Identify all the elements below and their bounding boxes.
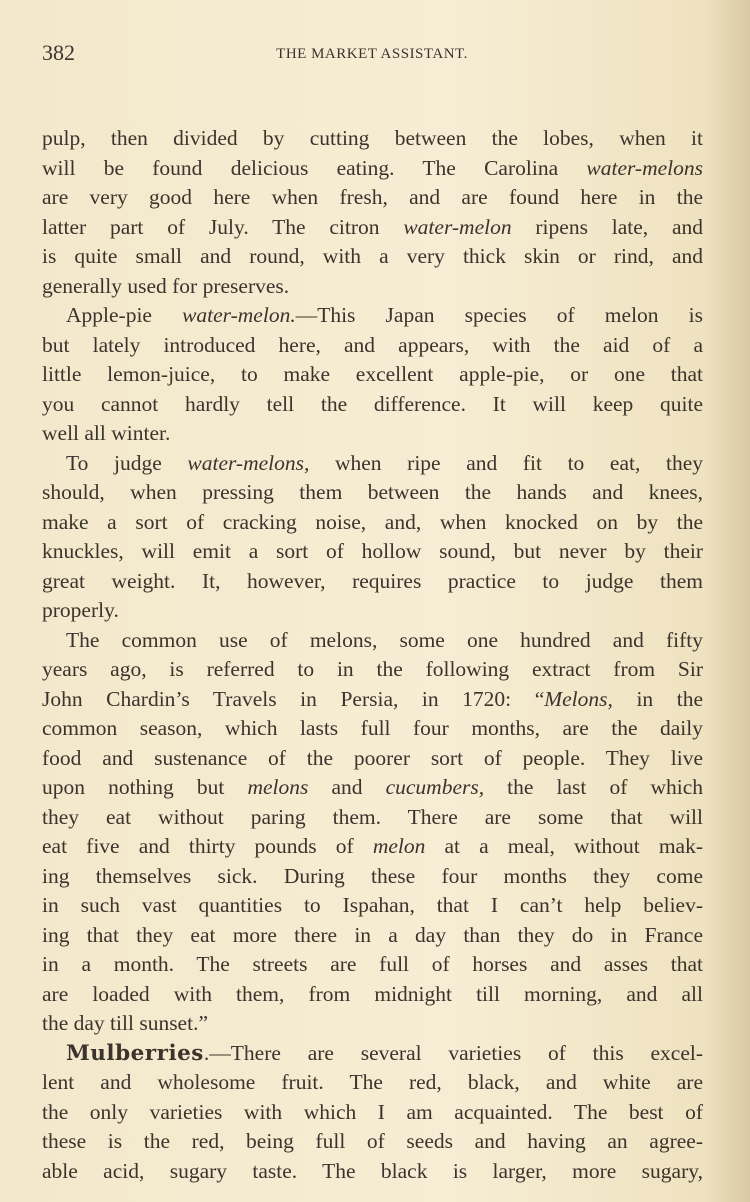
text-line — [42, 714, 703, 744]
text-segment: in such vast quantities to Ispahan, that I can’t help believ- — [42, 893, 703, 917]
italic-term: water-melons — [586, 155, 703, 180]
text-segment: these is the red, being full of seeds and having an agree- — [42, 1129, 703, 1153]
text-line — [42, 1009, 703, 1039]
text-segment: knuckles, will emit a sort of hollow sound, but never by their — [42, 539, 703, 563]
italic-term: water-melon. — [182, 303, 296, 327]
text-line — [42, 980, 703, 1010]
text-segment: .—There are several varieties of this excel- — [203, 1040, 703, 1065]
running-header — [42, 40, 702, 70]
text-segment: make a sort of cracking noise, and, when knocked on by the — [42, 509, 703, 534]
text-segment: years ago, is referred to in the following extract from Sir — [42, 657, 703, 681]
text-segment: and — [308, 775, 386, 799]
text-segment: generally used for preserves. — [42, 273, 290, 298]
italic-term: melon — [372, 834, 426, 858]
italic-term: water-melons, — [187, 450, 310, 475]
running-title: THE MARKET ASSISTANT. — [276, 46, 468, 62]
text-segment: eat five and thirty pounds of — [42, 834, 373, 858]
text-segment: ing that they eat more there in a day than they do in France — [42, 922, 703, 947]
italic-term: melons — [247, 775, 309, 799]
text-segment: —This Japan species of melon is — [295, 303, 703, 327]
text-line — [42, 272, 703, 302]
text-line — [42, 390, 703, 420]
text-segment: little lemon-juice, to make excellent apple-pie, or one that — [42, 362, 703, 386]
text-segment: in the — [612, 686, 703, 711]
text-segment: ing themselves sick. During these four months they come — [42, 863, 703, 888]
text-segment: ripens late, and — [511, 214, 703, 239]
text-line — [42, 950, 703, 980]
text-segment: upon nothing but — [42, 775, 248, 799]
text-line — [42, 213, 703, 243]
italic-term: cucumbers, — [385, 775, 485, 799]
text-segment: should, when pressing them between the hands and knees, — [42, 480, 703, 504]
page-body-text — [42, 124, 703, 1186]
italic-term: Melons, — [544, 686, 613, 711]
text-line — [42, 508, 703, 538]
text-segment: pulp, then divided by cutting between the lobes, when it — [42, 126, 703, 150]
italic-term: water-melon — [403, 214, 512, 239]
text-segment: are very good here when fresh, and are found here in the — [42, 185, 703, 209]
text-line — [42, 685, 703, 715]
text-segment: To judge — [66, 450, 188, 475]
text-segment: great weight. It, however, requires practice to judge them — [42, 568, 703, 593]
text-line — [42, 891, 703, 921]
text-segment: food and sustenance of the poorer sort of people. They live — [42, 745, 703, 770]
text-line — [42, 1068, 703, 1098]
text-line — [42, 242, 703, 272]
text-line — [42, 124, 703, 154]
page-number: 382 — [42, 40, 75, 65]
text-segment: they eat without paring them. There are some that will — [42, 804, 703, 829]
text-segment: the day till sunset.” — [42, 1011, 208, 1035]
text-segment: John Chardin’s Travels in Persia, in 1720: “ — [42, 686, 545, 711]
text-segment: properly. — [42, 598, 119, 622]
text-segment: the last of which — [484, 775, 704, 799]
text-line — [42, 449, 703, 479]
text-line — [42, 921, 703, 951]
text-segment: Apple-pie — [66, 303, 183, 327]
text-line — [42, 626, 703, 656]
text-segment: is quite small and round, with a very thick skin or rind, and — [42, 244, 703, 268]
text-line — [42, 567, 703, 597]
text-segment: will be found delicious eating. The Carolina — [42, 155, 587, 180]
text-line — [42, 773, 703, 803]
text-line — [42, 1127, 703, 1157]
text-line — [42, 596, 703, 626]
text-line — [42, 832, 703, 862]
text-line — [42, 862, 703, 892]
text-segment: lent and wholesome fruit. The red, black, and white are — [42, 1070, 703, 1094]
text-line — [42, 301, 703, 331]
text-line — [42, 1098, 703, 1128]
text-segment: are loaded with them, from midnight till morning, and all — [42, 981, 703, 1006]
text-segment: in a month. The streets are full of horses and asses that — [42, 952, 703, 976]
text-line — [42, 537, 703, 567]
text-line — [42, 1039, 703, 1069]
text-line — [42, 655, 703, 685]
text-line — [42, 154, 703, 184]
text-line — [42, 331, 703, 361]
text-segment: well all winter. — [42, 421, 171, 445]
text-line — [42, 419, 703, 449]
text-segment: but lately introduced here, and appears, with the aid of a — [42, 332, 703, 357]
text-line — [42, 478, 703, 508]
text-line — [42, 803, 703, 833]
text-line — [42, 183, 703, 213]
text-segment: you cannot hardly tell the difference. It will keep quite — [42, 391, 703, 416]
text-segment: latter part of July. The citron — [42, 214, 404, 239]
text-segment: common season, which lasts full four months, are the daily — [42, 716, 703, 740]
text-line — [42, 744, 703, 774]
text-line — [42, 1157, 703, 1187]
text-segment: The common use of melons, some one hundred and fifty — [66, 627, 703, 652]
text-line — [42, 360, 703, 390]
text-segment: able acid, sugary taste. The black is larger, more sugary, — [42, 1158, 703, 1183]
text-segment: at a meal, without mak- — [425, 834, 704, 858]
text-segment: when ripe and fit to eat, they — [309, 450, 703, 475]
text-segment: the only varieties with which I am acquainted. The best of — [42, 1099, 703, 1124]
section-heading: Mulberries — [66, 1040, 204, 1066]
